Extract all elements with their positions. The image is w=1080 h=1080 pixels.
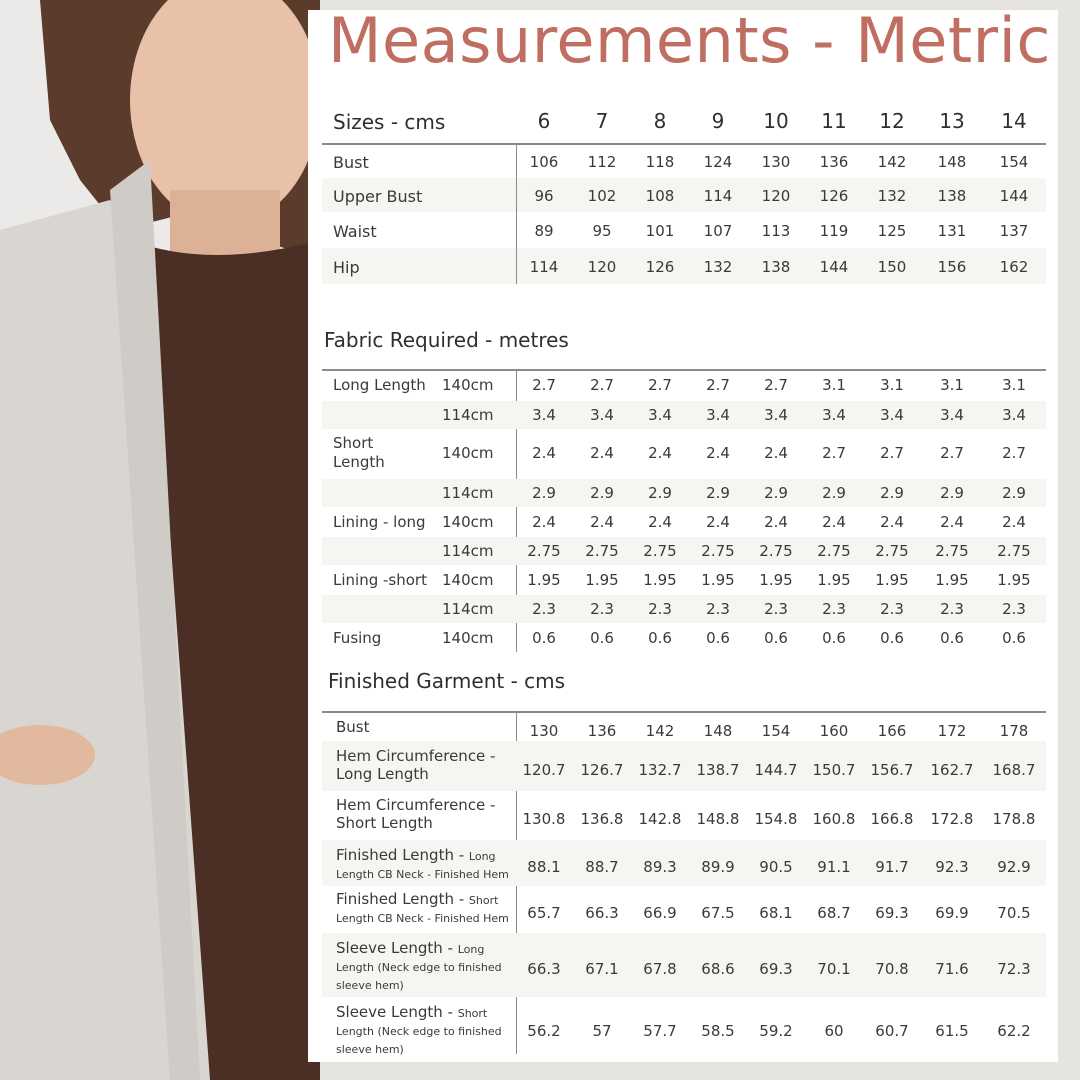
table-cell: 2.3 [822, 600, 846, 618]
table-cell: 136 [587, 722, 617, 740]
table-cell: 108 [645, 187, 675, 205]
table-cell: 3.1 [880, 376, 904, 394]
table-cell: 156.7 [870, 761, 914, 779]
table-cell: 114 [529, 258, 559, 276]
table-cell: 120.7 [522, 761, 566, 779]
table-cell: 71.6 [935, 960, 969, 978]
table-cell: 150.7 [812, 761, 856, 779]
table-cell: 69.3 [759, 960, 793, 978]
finished-heading: Finished Garment - cms [328, 669, 566, 693]
table-cell: 3.4 [648, 406, 672, 424]
table-cell: 102 [587, 187, 617, 205]
table-cell: 144 [999, 187, 1029, 205]
table-cell: 1.95 [997, 571, 1031, 589]
row-label [336, 890, 512, 926]
table-cell: 69.9 [935, 904, 969, 922]
size-header: 7 [595, 109, 609, 133]
table-cell: 119 [819, 222, 849, 240]
divider [322, 143, 1046, 145]
table-cell: 2.3 [590, 600, 614, 618]
table-cell: 2.75 [817, 542, 851, 560]
page-title: Measurements - Metric [328, 4, 1051, 77]
size-header: 9 [711, 109, 725, 133]
table-cell: 2.4 [590, 513, 614, 531]
table-cell: 2.7 [648, 376, 672, 394]
row-label: Lining - long [333, 513, 426, 531]
size-header: 13 [939, 109, 965, 133]
table-cell: 2.4 [880, 513, 904, 531]
size-header: 11 [821, 109, 847, 133]
table-cell: 132 [877, 187, 907, 205]
table-cell: 3.4 [940, 406, 964, 424]
table-cell: 0.6 [706, 629, 730, 647]
table-cell: 126.7 [580, 761, 624, 779]
row-label [336, 846, 512, 882]
sizes-header-label: Sizes - cms [333, 110, 446, 134]
table-cell: 156 [937, 258, 967, 276]
table-cell: 72.3 [997, 960, 1031, 978]
table-cell: 137 [999, 222, 1029, 240]
fabric-width: 140cm [442, 629, 494, 647]
table-cell: 120 [587, 258, 617, 276]
fabric-width: 140cm [442, 513, 494, 531]
row-label: Hip [333, 258, 360, 277]
row-label [336, 796, 512, 832]
table-cell: 0.6 [532, 629, 556, 647]
fabric-width: 114cm [442, 484, 494, 502]
table-cell: 142 [877, 153, 907, 171]
table-cell: 60 [824, 1022, 844, 1040]
row-label-detail: Short Length CB Neck - Finished Hem [336, 894, 509, 925]
table-cell: 69.3 [875, 904, 909, 922]
table-cell: 2.75 [585, 542, 619, 560]
model-illustration [0, 0, 320, 1080]
table-cell: 106 [529, 153, 559, 171]
table-cell: 168.7 [992, 761, 1036, 779]
table-cell: 70.1 [817, 960, 851, 978]
table-cell: 2.9 [764, 484, 788, 502]
fabric-width: 140cm [442, 444, 494, 462]
table-cell: 125 [877, 222, 907, 240]
table-cell: 138 [937, 187, 967, 205]
row-label: Fusing [333, 629, 382, 647]
fabric-width: 114cm [442, 542, 494, 560]
table-cell: 132 [703, 258, 733, 276]
table-cell: 114 [703, 187, 733, 205]
table-cell: 2.3 [764, 600, 788, 618]
table-cell: 131 [937, 222, 967, 240]
table-cell: 2.9 [822, 484, 846, 502]
row-label [336, 939, 512, 993]
table-cell: 172 [937, 722, 967, 740]
table-cell: 154.8 [754, 810, 798, 828]
table-cell: 136.8 [580, 810, 624, 828]
row-label: Long Length [333, 376, 426, 394]
table-cell: 2.3 [880, 600, 904, 618]
table-cell: 118 [645, 153, 675, 171]
measurements-chart [308, 4, 1058, 1062]
table-cell: 144 [819, 258, 849, 276]
table-cell: 3.4 [706, 406, 730, 424]
table-cell: 89.9 [701, 858, 735, 876]
table-cell: 3.4 [590, 406, 614, 424]
table-cell: 70.5 [997, 904, 1031, 922]
table-cell: 2.7 [764, 376, 788, 394]
row-label: Short Length [333, 434, 385, 471]
table-cell: 3.1 [822, 376, 846, 394]
table-cell: 2.4 [1002, 513, 1026, 531]
row-label-detail: Long Length (Neck edge to finished sleeve hem) [336, 943, 502, 992]
table-cell: 66.9 [643, 904, 677, 922]
table-cell: 68.7 [817, 904, 851, 922]
table-cell: 126 [645, 258, 675, 276]
table-cell: 2.75 [875, 542, 909, 560]
table-cell: 154 [761, 722, 791, 740]
table-cell: 95 [592, 222, 612, 240]
table-cell: 89 [534, 222, 554, 240]
row-label [336, 747, 512, 783]
table-cell: 138 [761, 258, 791, 276]
table-cell: 2.7 [590, 376, 614, 394]
table-cell: 2.75 [997, 542, 1031, 560]
row-label: Upper Bust [333, 187, 423, 206]
table-cell: 61.5 [935, 1022, 969, 1040]
table-cell: 148 [937, 153, 967, 171]
row-label-main: Hem Circumference - Short Length [336, 796, 496, 832]
table-cell: 142.8 [638, 810, 682, 828]
row-label [336, 1003, 512, 1057]
table-cell: 3.4 [764, 406, 788, 424]
divider [322, 711, 1046, 713]
table-cell: 142 [645, 722, 675, 740]
table-cell: 2.4 [706, 444, 730, 462]
table-cell: 2.9 [706, 484, 730, 502]
table-cell: 178.8 [992, 810, 1036, 828]
table-cell: 67.1 [585, 960, 619, 978]
table-cell: 1.95 [585, 571, 619, 589]
table-cell: 2.75 [759, 542, 793, 560]
table-cell: 162 [999, 258, 1029, 276]
table-cell: 68.1 [759, 904, 793, 922]
table-cell: 1.95 [701, 571, 735, 589]
table-cell: 130.8 [522, 810, 566, 828]
table-cell: 2.75 [527, 542, 561, 560]
table-cell: 2.75 [643, 542, 677, 560]
table-cell: 1.95 [817, 571, 851, 589]
table-cell: 144.7 [754, 761, 798, 779]
table-cell: 0.6 [764, 629, 788, 647]
table-cell: 57.7 [643, 1022, 677, 1040]
table-cell: 2.9 [880, 484, 904, 502]
table-cell: 166 [877, 722, 907, 740]
table-cell: 2.3 [532, 600, 556, 618]
table-cell: 2.9 [1002, 484, 1026, 502]
fabric-heading: Fabric Required - metres [324, 328, 569, 352]
table-cell: 92.9 [997, 858, 1031, 876]
size-header: 8 [653, 109, 667, 133]
table-cell: 113 [761, 222, 791, 240]
table-cell: 2.7 [880, 444, 904, 462]
table-cell: 2.7 [940, 444, 964, 462]
table-cell: 162.7 [930, 761, 974, 779]
table-cell: 130 [529, 722, 559, 740]
table-cell: 126 [819, 187, 849, 205]
row-label: Waist [333, 222, 377, 241]
table-cell: 67.5 [701, 904, 735, 922]
table-cell: 0.6 [880, 629, 904, 647]
table-cell: 88.7 [585, 858, 619, 876]
row-label-main: Finished Length - [336, 846, 469, 864]
fabric-width: 140cm [442, 376, 494, 394]
table-cell: 57 [592, 1022, 612, 1040]
table-cell: 132.7 [638, 761, 682, 779]
table-cell: 68.6 [701, 960, 735, 978]
table-cell: 65.7 [527, 904, 561, 922]
table-cell: 2.9 [532, 484, 556, 502]
table-cell: 2.9 [648, 484, 672, 502]
table-cell: 130 [761, 153, 791, 171]
table-cell: 60.7 [875, 1022, 909, 1040]
table-cell: 2.4 [940, 513, 964, 531]
row-label-main: Sleeve Length - [336, 1003, 458, 1021]
table-cell: 1.95 [875, 571, 909, 589]
table-cell: 2.75 [701, 542, 735, 560]
table-cell: 154 [999, 153, 1029, 171]
table-cell: 91.7 [875, 858, 909, 876]
table-cell: 160.8 [812, 810, 856, 828]
table-cell: 2.3 [940, 600, 964, 618]
table-cell: 0.6 [822, 629, 846, 647]
table-cell: 150 [877, 258, 907, 276]
table-cell: 2.4 [590, 444, 614, 462]
divider [322, 369, 1046, 371]
row-label [336, 718, 512, 736]
table-cell: 160 [819, 722, 849, 740]
row-label: Lining -short [333, 571, 427, 589]
row-label: Bust [333, 153, 369, 172]
table-cell: 2.75 [935, 542, 969, 560]
table-cell: 66.3 [527, 960, 561, 978]
table-cell: 1.95 [527, 571, 561, 589]
table-cell: 56.2 [527, 1022, 561, 1040]
table-cell: 2.4 [764, 444, 788, 462]
table-cell: 67.8 [643, 960, 677, 978]
table-cell: 2.3 [648, 600, 672, 618]
table-cell: 70.8 [875, 960, 909, 978]
table-cell: 3.1 [1002, 376, 1026, 394]
model-photo [0, 0, 320, 1080]
table-cell: 0.6 [648, 629, 672, 647]
table-cell: 2.4 [822, 513, 846, 531]
table-cell: 2.4 [532, 444, 556, 462]
table-cell: 2.4 [648, 444, 672, 462]
table-cell: 96 [534, 187, 554, 205]
table-cell: 172.8 [930, 810, 974, 828]
size-header: 12 [879, 109, 905, 133]
table-cell: 3.4 [532, 406, 556, 424]
table-cell: 136 [819, 153, 849, 171]
row-label-main: Finished Length - [336, 890, 469, 908]
table-cell: 62.2 [997, 1022, 1031, 1040]
table-cell: 2.9 [590, 484, 614, 502]
table-cell: 58.5 [701, 1022, 735, 1040]
table-cell: 2.7 [822, 444, 846, 462]
size-header: 6 [537, 109, 551, 133]
table-cell: 0.6 [940, 629, 964, 647]
fabric-width: 114cm [442, 600, 494, 618]
table-cell: 2.3 [1002, 600, 1026, 618]
row-label-detail: Long Length CB Neck - Finished Hem [336, 850, 509, 881]
table-cell: 3.1 [940, 376, 964, 394]
size-header: 14 [1001, 109, 1027, 133]
table-cell: 120 [761, 187, 791, 205]
table-cell: 178 [999, 722, 1029, 740]
row-label-detail: Short Length (Neck edge to finished sleeve hem) [336, 1007, 502, 1056]
table-cell: 88.1 [527, 858, 561, 876]
table-cell: 1.95 [759, 571, 793, 589]
fabric-width: 140cm [442, 571, 494, 589]
table-cell: 107 [703, 222, 733, 240]
table-cell: 0.6 [1002, 629, 1026, 647]
table-cell: 148.8 [696, 810, 740, 828]
table-cell: 112 [587, 153, 617, 171]
table-cell: 59.2 [759, 1022, 793, 1040]
row-label-main: Bust [336, 718, 370, 736]
table-cell: 124 [703, 153, 733, 171]
table-cell: 92.3 [935, 858, 969, 876]
table-cell: 3.4 [880, 406, 904, 424]
table-cell: 2.4 [532, 513, 556, 531]
table-cell: 90.5 [759, 858, 793, 876]
table-cell: 2.4 [648, 513, 672, 531]
table-cell: 2.7 [1002, 444, 1026, 462]
table-cell: 0.6 [590, 629, 614, 647]
table-cell: 101 [645, 222, 675, 240]
table-cell: 3.4 [822, 406, 846, 424]
row-label-main: Sleeve Length - [336, 939, 458, 957]
fabric-width: 114cm [442, 406, 494, 424]
table-cell: 148 [703, 722, 733, 740]
table-cell: 2.7 [532, 376, 556, 394]
table-cell: 1.95 [935, 571, 969, 589]
table-cell: 2.4 [764, 513, 788, 531]
table-cell: 89.3 [643, 858, 677, 876]
table-cell: 91.1 [817, 858, 851, 876]
table-cell: 3.4 [1002, 406, 1026, 424]
table-cell: 2.9 [940, 484, 964, 502]
table-cell: 66.3 [585, 904, 619, 922]
size-header: 10 [763, 109, 789, 133]
table-cell: 2.4 [706, 513, 730, 531]
table-cell: 2.7 [706, 376, 730, 394]
table-cell: 138.7 [696, 761, 740, 779]
row-label-main: Hem Circumference - Long Length [336, 747, 496, 783]
table-cell: 1.95 [643, 571, 677, 589]
table-cell: 166.8 [870, 810, 914, 828]
table-cell: 2.3 [706, 600, 730, 618]
